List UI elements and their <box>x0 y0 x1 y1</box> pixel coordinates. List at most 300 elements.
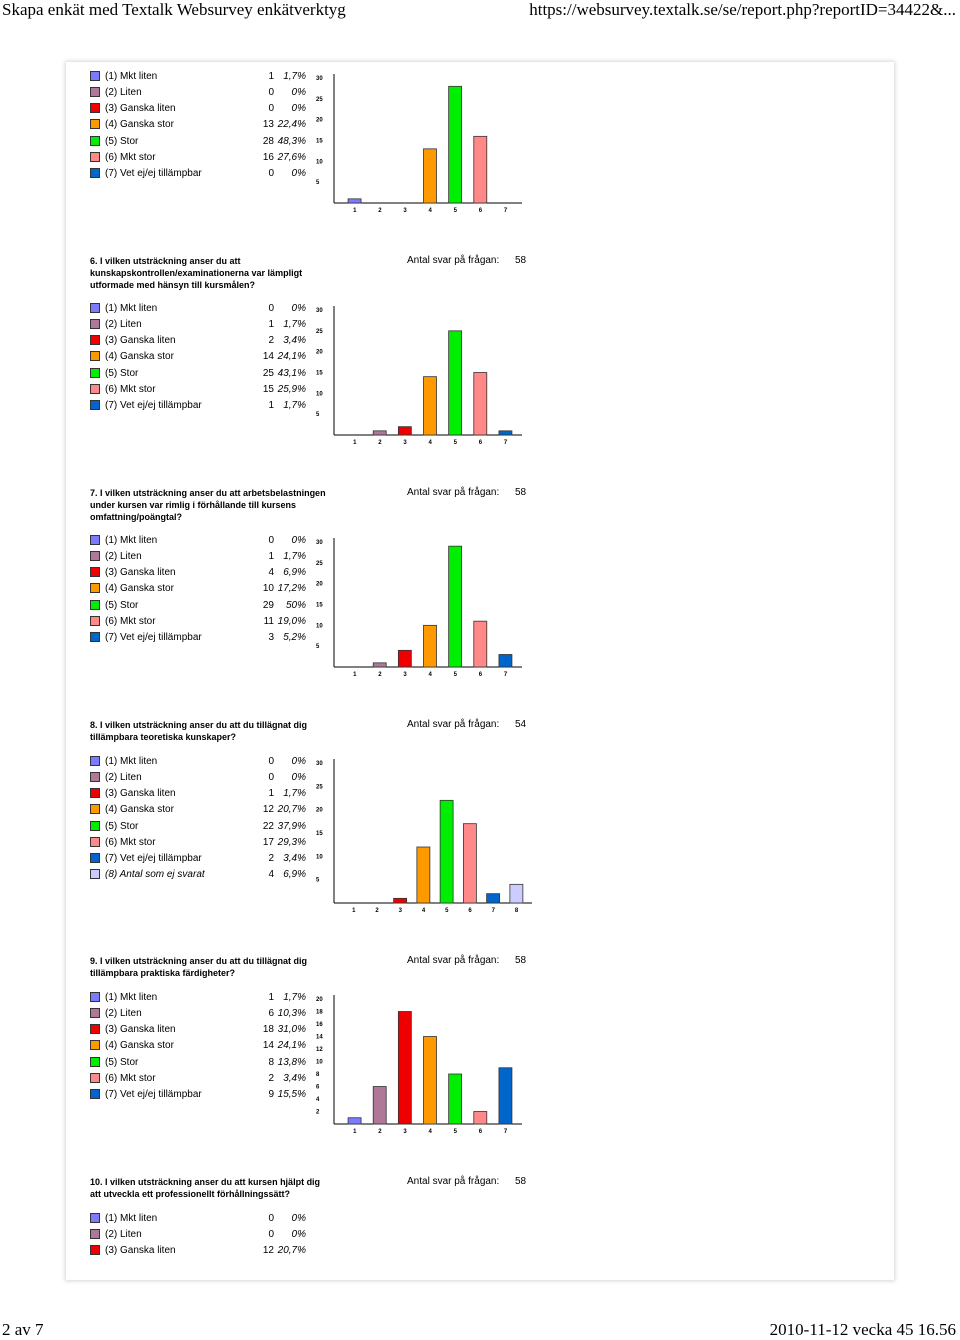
option-percent: 48,3% <box>277 135 306 147</box>
x-tick-label: 6 <box>478 1129 483 1135</box>
option-label: (5) Stor <box>105 820 139 832</box>
x-tick-label: 6 <box>478 440 483 446</box>
answer-count-value: 54 <box>515 719 527 730</box>
legend-swatch <box>90 1057 100 1067</box>
y-tick-label: 10 <box>316 623 323 630</box>
answer-count-label: Antal svar på frågan: <box>407 487 500 498</box>
option-percent: 31,0% <box>277 1024 306 1036</box>
option-count: 1 <box>268 788 274 800</box>
legend-swatch <box>90 616 100 626</box>
legend-swatch <box>90 335 100 345</box>
option-count: 0 <box>268 103 274 115</box>
bar-chart <box>314 70 530 220</box>
option-percent: 3,4% <box>283 335 306 347</box>
x-tick-label: 4 <box>428 208 432 214</box>
option-label: (3) Ganska liten <box>105 788 176 800</box>
option-count: 1 <box>268 399 274 411</box>
bar <box>510 884 523 903</box>
x-tick-label: 7 <box>503 1129 508 1135</box>
bar <box>487 894 500 903</box>
option-percent: 1,7% <box>283 788 306 800</box>
y-tick-label: 15 <box>316 138 323 145</box>
legend-swatch <box>90 400 100 410</box>
x-tick-label: 3 <box>403 440 407 446</box>
option-percent: 0% <box>291 167 306 179</box>
x-tick-label: 1 <box>352 908 356 914</box>
option-row <box>90 1072 310 1086</box>
option-percent: 1,7% <box>283 992 306 1003</box>
bar <box>417 847 430 903</box>
option-row <box>90 399 310 413</box>
x-tick-label: 5 <box>445 908 449 914</box>
x-tick-label: 3 <box>398 908 402 914</box>
y-tick-label: 8 <box>316 1072 320 1078</box>
option-percent: 20,7% <box>277 804 306 816</box>
option-label: (1) Mkt liten <box>105 303 158 314</box>
option-percent: 37,9% <box>277 820 306 832</box>
option-label: (4) Ganska stor <box>105 1040 174 1052</box>
option-row <box>90 86 310 100</box>
y-tick-label: 10 <box>316 1059 323 1066</box>
bar <box>474 373 487 436</box>
option-count: 28 <box>262 135 274 147</box>
x-tick-label: 7 <box>503 440 508 446</box>
legend-swatch <box>90 788 100 798</box>
option-count: 2 <box>268 1072 274 1084</box>
option-label: (8) Antal som ej svarat <box>105 869 205 881</box>
legend-swatch <box>90 1024 100 1034</box>
bar-chart <box>314 534 530 684</box>
option-row <box>90 534 310 548</box>
x-tick-label: 1 <box>353 672 357 678</box>
option-label: (7) Vet ej/ej tillämpbar <box>105 167 202 179</box>
option-label: (1) Mkt liten <box>105 992 158 1003</box>
bar <box>373 1087 386 1125</box>
y-tick-label: 16 <box>316 1022 323 1028</box>
bar <box>373 663 386 667</box>
option-label: (4) Ganska stor <box>105 351 174 363</box>
option-row <box>90 383 310 397</box>
legend-swatch <box>90 821 100 831</box>
bar <box>463 824 476 903</box>
option-row <box>90 367 310 381</box>
option-percent: 43,1% <box>277 367 306 379</box>
legend-swatch <box>90 303 100 313</box>
bar <box>424 1037 437 1125</box>
option-count: 1 <box>268 319 274 331</box>
option-label: (3) Ganska liten <box>105 1024 176 1036</box>
legend-swatch <box>90 992 100 1002</box>
option-row <box>90 318 310 332</box>
x-tick-label: 3 <box>403 208 407 214</box>
y-tick-label: 20 <box>316 117 323 124</box>
y-tick-label: 30 <box>316 308 323 314</box>
y-tick-label: 15 <box>316 602 323 609</box>
option-label: (6) Mkt stor <box>105 836 156 848</box>
option-count: 1 <box>268 551 274 563</box>
option-percent: 0% <box>291 756 306 767</box>
page-number: 2 av 7 <box>2 1320 44 1339</box>
option-percent: 0% <box>291 535 306 546</box>
option-row <box>90 1244 310 1258</box>
bar <box>398 427 411 435</box>
y-tick-label: 6 <box>316 1084 320 1091</box>
option-label: (2) Liten <box>105 1229 142 1241</box>
option-label: (2) Liten <box>105 319 142 331</box>
option-label: (6) Mkt stor <box>105 615 156 627</box>
option-count: 4 <box>268 869 274 881</box>
option-count: 0 <box>268 87 274 99</box>
bar <box>424 377 437 435</box>
option-label: (2) Liten <box>105 1008 142 1020</box>
option-count: 13 <box>262 119 274 131</box>
y-tick-label: 12 <box>316 1047 323 1053</box>
x-tick-label: 2 <box>378 208 382 214</box>
option-percent: 1,7% <box>283 319 306 331</box>
option-row <box>90 582 310 596</box>
option-percent: 10,3% <box>277 1008 306 1020</box>
legend-swatch <box>90 319 100 329</box>
option-percent: 0% <box>291 87 306 99</box>
bar <box>348 199 361 203</box>
legend-swatch <box>90 632 100 642</box>
option-count: 4 <box>268 567 274 579</box>
option-count: 2 <box>268 852 274 864</box>
legend-swatch <box>90 583 100 593</box>
option-row <box>90 631 310 645</box>
x-tick-label: 4 <box>428 672 432 678</box>
question-title: 6. I vilken utsträckning anser du att kunskapskontrollen/examinationerna var lämpligt utformade med hänsyn till kursmålen? <box>90 256 303 290</box>
question-title: 10. I vilken utsträckning anser du att kursen hjälpt dig att utveckla ett professionellt förhållningssätt? <box>90 1177 321 1199</box>
option-label: (1) Mkt liten <box>105 756 158 767</box>
option-label: (1) Mkt liten <box>105 1213 158 1224</box>
option-percent: 1,7% <box>283 399 306 411</box>
option-percent: 50% <box>285 599 306 611</box>
y-tick-label: 20 <box>316 997 323 1003</box>
legend-swatch <box>90 756 100 766</box>
option-label: (2) Liten <box>105 87 142 99</box>
question-title: 7. I vilken utsträckning anser du att arbetsbelastningen under kursen var rimlig i förhållande till kursens omfattning/poängtal? <box>90 488 326 522</box>
bar <box>474 1112 487 1125</box>
x-tick-label: 5 <box>453 1129 457 1135</box>
option-count: 25 <box>262 367 274 379</box>
legend-swatch <box>90 1213 100 1223</box>
x-tick-label: 3 <box>403 672 407 678</box>
legend-swatch <box>90 71 100 81</box>
legend-swatch <box>90 551 100 561</box>
option-row <box>90 1212 310 1226</box>
option-row <box>90 1023 310 1037</box>
legend-swatch <box>90 136 100 146</box>
bar <box>394 898 407 903</box>
option-percent: 1,7% <box>283 551 306 563</box>
bar <box>373 431 386 435</box>
option-label: (6) Mkt stor <box>105 151 156 163</box>
legend-swatch <box>90 168 100 178</box>
option-percent: 29,3% <box>277 836 306 848</box>
bar <box>449 1074 462 1124</box>
x-tick-label: 1 <box>353 1129 357 1135</box>
option-count: 1 <box>268 71 274 82</box>
y-tick-label: 15 <box>316 831 323 837</box>
answer-count-label: Antal svar på frågan: <box>407 255 500 266</box>
option-label: (3) Ganska liten <box>105 1245 176 1257</box>
option-count: 29 <box>262 599 274 611</box>
x-tick-label: 2 <box>378 440 382 446</box>
option-row <box>90 102 310 116</box>
page-url: https://websurvey.textalk.se/se/report.php?reportID=34422&... <box>529 0 956 19</box>
option-percent: 5,2% <box>283 631 306 643</box>
option-label: (3) Ganska liten <box>105 335 176 347</box>
option-label: (6) Mkt stor <box>105 1072 156 1084</box>
option-count: 0 <box>268 772 274 784</box>
legend-swatch <box>90 384 100 394</box>
option-label: (6) Mkt stor <box>105 383 156 395</box>
legend-swatch <box>90 87 100 97</box>
legend-swatch <box>90 837 100 847</box>
option-label: (7) Vet ej/ej tillämpbar <box>105 852 202 864</box>
y-tick-label: 25 <box>316 328 323 335</box>
y-tick-label: 30 <box>316 540 323 546</box>
legend-swatch <box>90 119 100 129</box>
legend-swatch <box>90 600 100 610</box>
option-label: (1) Mkt liten <box>105 71 158 82</box>
option-count: 14 <box>262 1040 274 1052</box>
option-label: (4) Ganska stor <box>105 119 174 131</box>
option-count: 2 <box>268 335 274 347</box>
x-tick-label: 2 <box>378 1129 382 1135</box>
option-percent: 13,8% <box>277 1056 306 1068</box>
bar <box>398 650 411 667</box>
bar <box>398 1012 411 1125</box>
y-tick-label: 20 <box>316 349 323 356</box>
option-count: 3 <box>268 631 274 643</box>
option-row <box>90 135 310 149</box>
y-tick-label: 15 <box>316 370 323 377</box>
option-row <box>90 151 310 165</box>
option-count: 14 <box>262 351 274 363</box>
option-label: (7) Vet ej/ej tillämpbar <box>105 399 202 411</box>
legend-swatch <box>90 567 100 577</box>
answer-count-value: 58 <box>515 1176 527 1187</box>
bar <box>499 431 512 435</box>
x-tick-label: 4 <box>428 440 432 446</box>
option-row <box>90 755 310 769</box>
option-row <box>90 836 310 850</box>
answer-count-value: 58 <box>515 955 527 966</box>
option-count: 0 <box>268 1213 274 1224</box>
bar <box>474 136 487 203</box>
browser-page-title: Skapa enkät med Textalk Websurvey enkätverktyg <box>2 0 346 19</box>
option-percent: 1,7% <box>283 71 306 82</box>
option-percent: 0% <box>291 772 306 784</box>
bar-chart <box>314 991 530 1141</box>
x-tick-label: 4 <box>428 1129 432 1135</box>
option-percent: 17,2% <box>277 583 306 595</box>
option-row <box>90 550 310 564</box>
option-percent: 15,5% <box>277 1088 306 1100</box>
y-tick-label: 5 <box>316 877 320 884</box>
y-tick-label: 5 <box>316 412 320 419</box>
y-tick-label: 20 <box>316 581 323 588</box>
option-percent: 25,9% <box>277 383 306 395</box>
option-percent: 24,1% <box>277 1040 306 1052</box>
bar <box>424 625 437 667</box>
legend-swatch <box>90 1089 100 1099</box>
legend-swatch <box>90 1073 100 1083</box>
option-percent: 0% <box>291 1213 306 1224</box>
legend-swatch <box>90 869 100 879</box>
x-tick-label: 3 <box>403 1129 407 1135</box>
y-tick-label: 20 <box>316 807 323 814</box>
x-tick-label: 6 <box>478 208 483 214</box>
answer-count-label: Antal svar på frågan: <box>407 719 500 730</box>
option-row <box>90 599 310 613</box>
answer-count-value: 58 <box>515 255 527 266</box>
option-label: (3) Ganska liten <box>105 567 176 579</box>
option-label: (2) Liten <box>105 551 142 563</box>
bar <box>499 1068 512 1124</box>
option-count: 8 <box>268 1056 274 1068</box>
print-timestamp: 2010-11-12 vecka 45 16.56 <box>769 1320 956 1339</box>
legend-swatch <box>90 1229 100 1239</box>
option-count: 12 <box>262 1245 274 1257</box>
option-label: (4) Ganska stor <box>105 583 174 595</box>
option-label: (2) Liten <box>105 772 142 784</box>
y-tick-label: 5 <box>316 180 320 187</box>
bar-chart <box>314 755 530 920</box>
x-tick-label: 1 <box>353 208 357 214</box>
legend-swatch <box>90 152 100 162</box>
option-label: (3) Ganska liten <box>105 103 176 115</box>
option-row <box>90 1228 310 1242</box>
option-count: 10 <box>262 583 274 595</box>
bar <box>449 86 462 203</box>
bar <box>449 331 462 435</box>
option-row <box>90 334 310 348</box>
option-count: 0 <box>268 1229 274 1241</box>
legend-swatch <box>90 772 100 782</box>
y-tick-label: 4 <box>316 1097 320 1103</box>
option-label: (5) Stor <box>105 135 139 147</box>
option-count: 0 <box>268 756 274 767</box>
option-count: 0 <box>268 535 274 546</box>
option-label: (5) Stor <box>105 599 139 611</box>
option-count: 11 <box>263 615 274 627</box>
bar-chart <box>314 302 530 452</box>
legend-swatch <box>90 1008 100 1018</box>
y-tick-label: 25 <box>316 784 323 791</box>
x-tick-label: 5 <box>453 208 457 214</box>
option-percent: 0% <box>291 1229 306 1241</box>
option-row <box>90 803 310 817</box>
bar <box>474 621 487 667</box>
option-count: 12 <box>262 804 274 816</box>
y-tick-label: 30 <box>316 76 323 82</box>
option-count: 16 <box>262 151 274 163</box>
option-count: 1 <box>268 992 274 1003</box>
y-tick-label: 10 <box>316 159 323 166</box>
legend-swatch <box>90 804 100 814</box>
y-tick-label: 10 <box>316 854 323 861</box>
x-tick-label: 6 <box>478 672 483 678</box>
option-row <box>90 1039 310 1053</box>
option-label: (7) Vet ej/ej tillämpbar <box>105 1088 202 1100</box>
option-row <box>90 787 310 801</box>
x-tick-label: 7 <box>503 672 508 678</box>
y-tick-label: 30 <box>316 761 323 767</box>
question-title: 8. I vilken utsträckning anser du att du tillägnat dig tillämpbara teoretiska kunskaper? <box>90 720 308 742</box>
option-row <box>90 350 310 364</box>
option-row <box>90 302 310 316</box>
option-count: 0 <box>268 303 274 314</box>
x-tick-label: 5 <box>453 440 457 446</box>
option-row <box>90 1007 310 1021</box>
option-percent: 22,4% <box>277 119 306 131</box>
legend-swatch <box>90 368 100 378</box>
option-percent: 24,1% <box>277 351 306 363</box>
option-count: 22 <box>262 820 274 832</box>
bar <box>499 655 512 668</box>
option-row <box>90 167 310 181</box>
option-label: (4) Ganska stor <box>105 804 174 816</box>
x-tick-label: 7 <box>503 208 508 214</box>
answer-count-label: Antal svar på frågan: <box>407 955 500 966</box>
legend-swatch <box>90 1245 100 1255</box>
option-count: 18 <box>262 1024 274 1036</box>
option-row <box>90 991 310 1005</box>
option-count: 6 <box>268 1008 274 1020</box>
option-row <box>90 1088 310 1102</box>
option-row <box>90 615 310 629</box>
bar <box>348 1118 361 1124</box>
option-row <box>90 820 310 834</box>
option-percent: 20,7% <box>277 1245 306 1257</box>
option-row <box>90 868 310 882</box>
answer-count-value: 58 <box>515 487 527 498</box>
legend-swatch <box>90 535 100 545</box>
y-tick-label: 10 <box>316 391 323 398</box>
option-row <box>90 70 310 84</box>
x-tick-label: 6 <box>468 908 472 914</box>
option-label: (5) Stor <box>105 367 139 379</box>
y-tick-label: 14 <box>316 1034 323 1041</box>
option-label: (7) Vet ej/ej tillämpbar <box>105 631 202 643</box>
y-tick-label: 2 <box>316 1109 320 1116</box>
x-tick-label: 7 <box>491 908 495 914</box>
question-title: 9. I vilken utsträckning anser du att du tillägnat dig tillämpbara praktiska färdigheter? <box>90 956 308 978</box>
option-count: 17 <box>262 836 274 848</box>
x-tick-label: 5 <box>453 672 457 678</box>
answer-count-label: Antal svar på frågan: <box>407 1176 500 1187</box>
option-row <box>90 1056 310 1070</box>
x-tick-label: 2 <box>378 672 382 678</box>
option-label: (1) Mkt liten <box>105 535 158 546</box>
option-percent: 6,9% <box>283 869 306 881</box>
y-tick-label: 18 <box>316 1009 323 1016</box>
legend-swatch <box>90 351 100 361</box>
bar <box>440 800 453 903</box>
legend-swatch <box>90 1040 100 1050</box>
option-percent: 0% <box>291 303 306 314</box>
x-tick-label: 8 <box>514 908 519 914</box>
option-label: (5) Stor <box>105 1056 139 1068</box>
x-tick-label: 1 <box>353 440 357 446</box>
y-tick-label: 5 <box>316 644 320 651</box>
y-tick-label: 25 <box>316 96 323 103</box>
option-row <box>90 566 310 580</box>
x-tick-label: 4 <box>421 908 426 914</box>
